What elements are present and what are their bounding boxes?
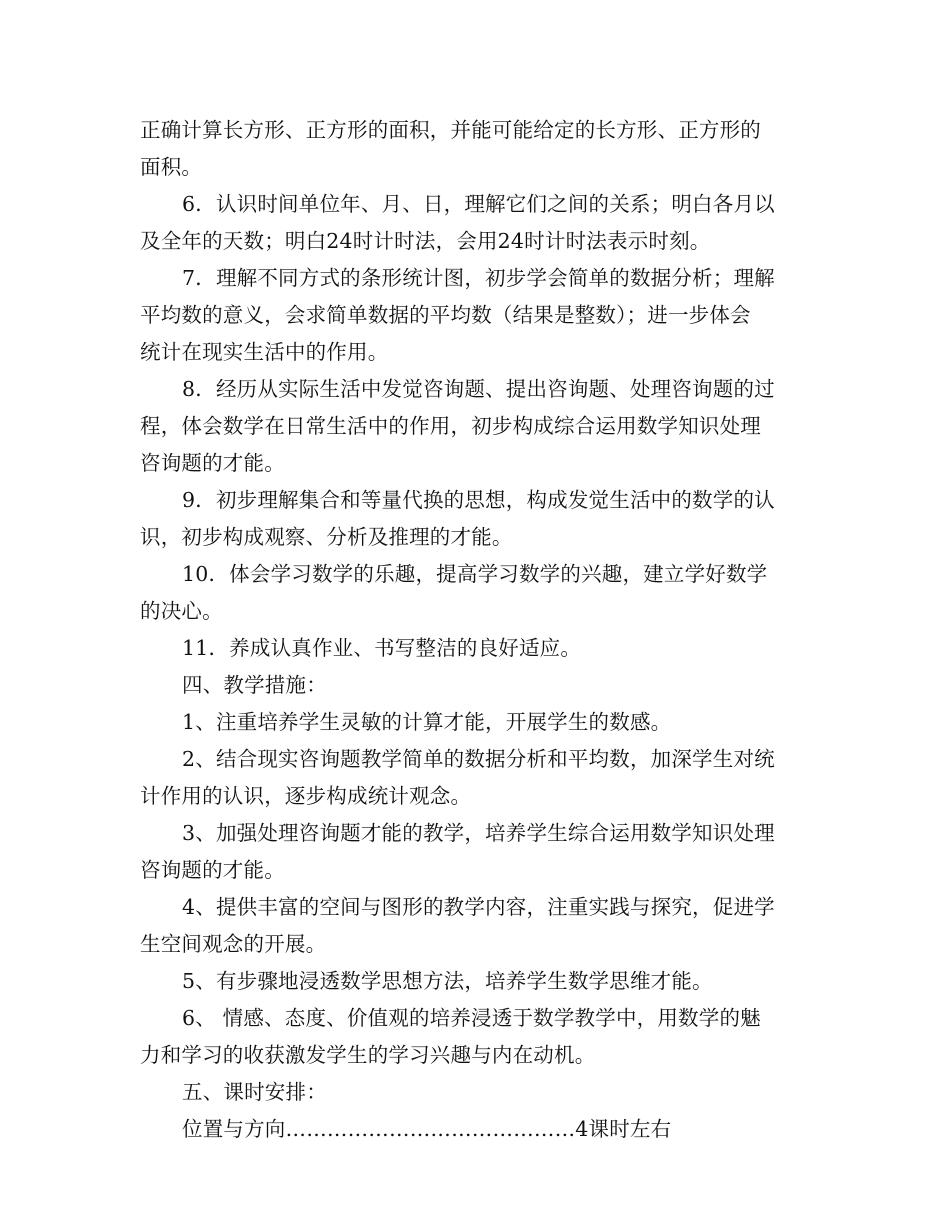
text-line: 正确计算长方形、正方形的面积，并能可能给定的长方形、正方形的 <box>140 118 761 142</box>
text-line: 力和学习的收获激发学生的学习兴趣与内在动机。 <box>140 1043 596 1067</box>
text-line: 6．认识时间单位年、月、日，理解它们之间的关系；明白各月以 <box>182 192 775 216</box>
text-line: 咨询题的才能。 <box>140 858 285 882</box>
text-line: 生空间观念的开展。 <box>140 932 327 956</box>
text-line: 面积。 <box>140 155 203 179</box>
text-line: 6、 情感、态度、价值观的培养浸透于数学教学中，用数学的魅 <box>182 1006 761 1030</box>
text-line: 识，初步构成观察、分析及推理的才能。 <box>140 525 513 549</box>
text-line: 的决心。 <box>140 599 223 623</box>
text-line: 咨询题的才能。 <box>140 451 285 475</box>
text-line: 9．初步理解集合和等量代换的思想，构成发觉生活中的数学的认 <box>182 488 775 512</box>
text-line: 8．经历从实际生活中发觉咨询题、提出咨询题、处理咨询题的过 <box>182 377 775 401</box>
schedule-entry: 位置与方向……………………………………4课时左右 <box>182 1117 672 1141</box>
text-line: 2、结合现实咨询题教学简单的数据分析和平均数，加深学生对统 <box>182 747 775 771</box>
text-line: 3、加强处理咨询题才能的教学，培养学生综合运用数学知识处理 <box>182 821 775 845</box>
text-line: 11．养成认真作业、书写整洁的良好适应。 <box>182 636 582 660</box>
text-line: 4、提供丰富的空间与图形的教学内容，注重实践与探究，促进学 <box>182 895 775 919</box>
document-page <box>140 112 812 1148</box>
text-line: 5、有步骤地浸透数学思想方法，培养学生数学思维才能。 <box>182 969 713 993</box>
text-line: 10．体会学习数学的乐趣，提高学习数学的兴趣，建立学好数学 <box>182 562 768 586</box>
text-line: 统计在现实生活中的作用。 <box>140 340 389 364</box>
section-heading: 四、教学措施： <box>182 673 327 697</box>
section-heading: 五、课时安排： <box>182 1080 327 1104</box>
text-line: 7．理解不同方式的条形统计图，初步学会简单的数据分析；理解 <box>182 266 775 290</box>
text-line: 1、注重培养学生灵敏的计算才能，开展学生的数感。 <box>182 710 672 734</box>
text-line: 及全年的天数；明白24时计时法，会用24时计时法表示时刻。 <box>140 229 711 253</box>
text-line: 平均数的意义，会求简单数据的平均数（结果是整数）；进一步体会 <box>140 303 751 327</box>
text-line: 计作用的认识，逐步构成统计观念。 <box>140 784 472 808</box>
text-line: 程，体会数学在日常生活中的作用，初步构成综合运用数学知识处理 <box>140 414 761 438</box>
